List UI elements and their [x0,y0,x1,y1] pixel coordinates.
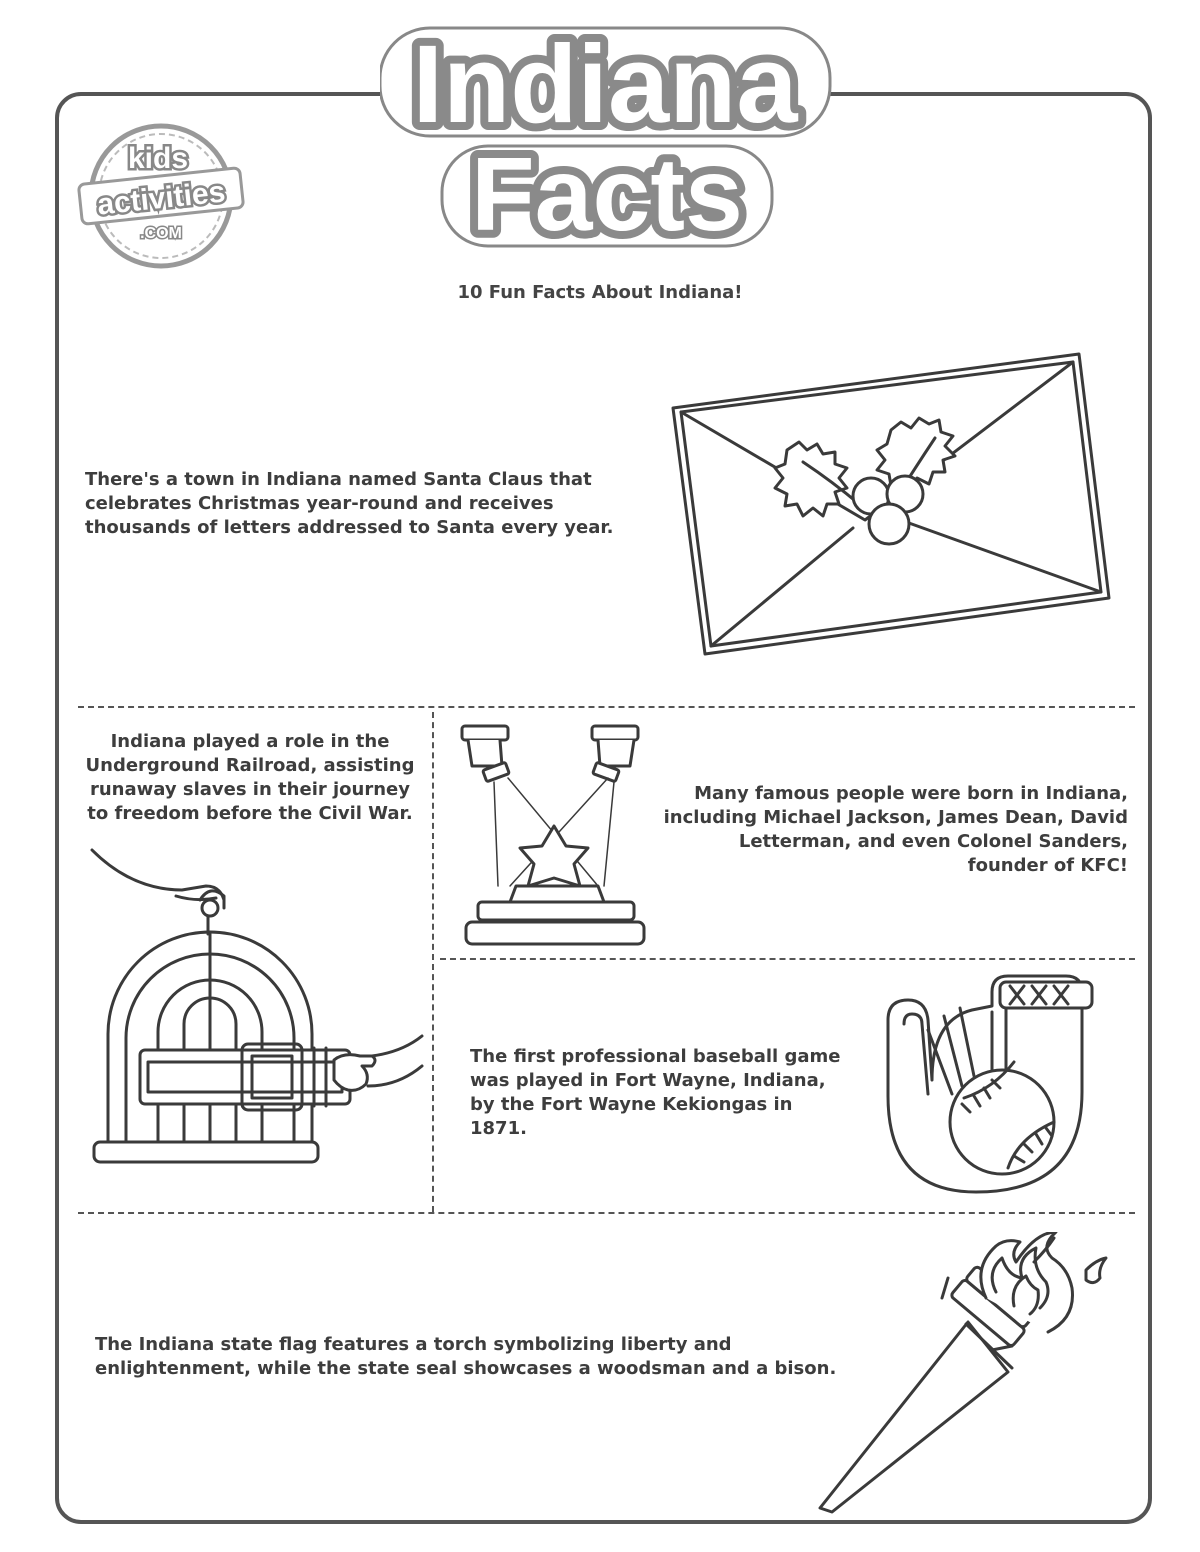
title-line-2: Facts [471,137,743,252]
fact-5-text: The Indiana state flag features a torch symbolizing liberty and enlightenment, while the state seal showcases a woodsman and a bison. [95,1334,837,1379]
fact-2-text: Indiana played a role in the Underground Railroad, assisting runaway slaves in their journey to freedom before the Civil War. [85,731,415,824]
divider-2 [440,958,1135,960]
title-line-1: Indiana [412,23,798,146]
baseball-glove-icon [884,972,1114,1198]
logo-com: .COM [140,225,182,242]
divider-3 [78,1212,1135,1214]
fact-3-text: Many famous people were born in Indiana, including Michael Jackson, James Dean, David Letterman, and even Colonel Sanders, founder of KFC! [663,783,1128,876]
star-spotlight-stage-icon [458,720,650,952]
torch-icon [818,1232,1118,1514]
birdcage-icon [88,842,428,1186]
divider-vertical [432,712,434,1212]
page-title [380,22,840,252]
envelope-with-holly-icon [665,350,1125,662]
logo-kids: kids [127,142,189,175]
logo-activities: activities [95,175,227,222]
fact-1-text: There's a town in Indiana named Santa Claus that celebrates Christmas year-round and receives thousands of letters addressed to Santa every year. [85,469,614,538]
kids-activities-logo [76,118,246,278]
subtitle: 10 Fun Facts About Indiana! [457,282,743,303]
divider-1 [78,706,1135,708]
fact-4-text: The first professional baseball game was played in Fort Wayne, Indiana, by the Fort Wayne Kekiongas in 1871. [470,1046,841,1139]
